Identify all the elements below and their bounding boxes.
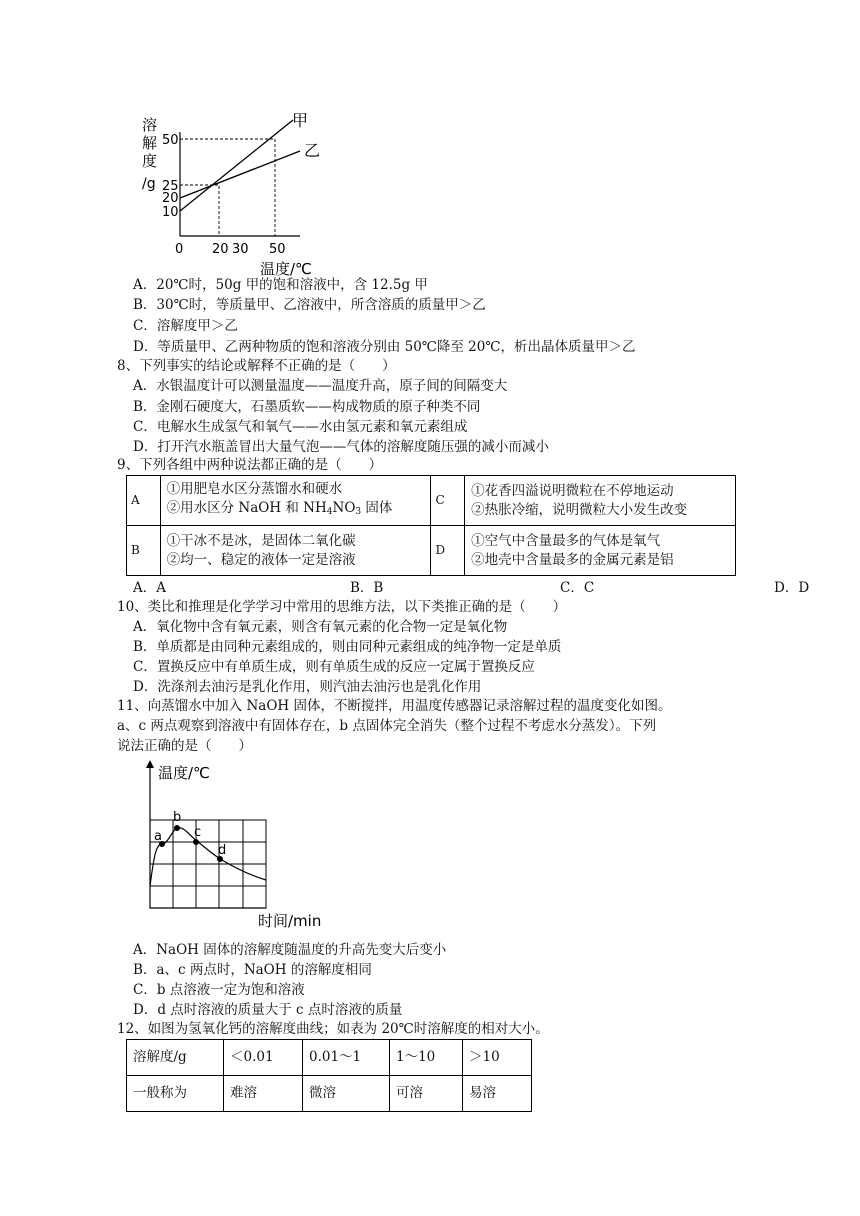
series-yi-label: 乙 — [304, 141, 321, 160]
q9-b-line2: ②均一、稳定的液体一定是溶液 — [166, 551, 356, 568]
point-a-label: a — [154, 829, 162, 844]
q8-option-d: D．打开汽水瓶盖冒出大量气泡——气体的溶解度随压强的减小而减小 — [133, 439, 549, 455]
q9-cell-text — [465, 526, 736, 576]
q9-a-line2-a: ②用水区分 NaOH 和 NH — [166, 499, 327, 516]
q12-table — [126, 1039, 532, 1112]
chart1-ytick-50: 50 — [162, 133, 179, 148]
q8-stem: 8、下列事实的结论或解释不正确的是（ ） — [117, 358, 396, 374]
chart1-xlabel: 温度/℃ — [260, 260, 312, 278]
q11-option-c: C．b 点溶液一定为饱和溶液 — [133, 982, 305, 998]
chart1-ylabel-4: /g — [142, 176, 156, 192]
q12-cell: 微溶 — [303, 1076, 390, 1112]
q11-option-b: B．a、c 两点时，NaOH 的溶解度相同 — [133, 962, 372, 978]
q11-option-a: A．NaOH 固体的溶解度随温度的升高先变大后变小 — [133, 942, 447, 958]
q8-option-a: A．水银温度计可以测量温度——温度升高，原子间的间隔变大 — [133, 378, 508, 394]
q9-b-line1: ①干冰不是冰，是固体二氧化碳 — [166, 532, 356, 549]
q7-option-c: C．溶解度甲＞乙 — [133, 318, 238, 334]
q9-stem: 9、下列各组中两种说法都正确的是（ ） — [117, 457, 383, 473]
q8-option-c: C．电解水生成氢气和氧气——水由氢元素和氧元素组成 — [133, 419, 468, 435]
q9-answer-c: C．C — [560, 580, 595, 596]
chart1-xtick-50: 50 — [269, 242, 286, 257]
point-b — [174, 825, 180, 831]
q8-option-b: B．金刚石硬度大，石墨质软——构成物质的原子种类不同 — [133, 399, 481, 415]
chart1-xtick-0: 0 — [175, 242, 184, 257]
q7-option-d: D．等质量甲、乙两种物质的饱和溶液分别由 50℃降至 20℃，析出晶体质量甲＞乙 — [133, 339, 636, 355]
chart2-grid — [150, 820, 266, 908]
chart1-xtick-30: 30 — [232, 242, 249, 257]
q9-cell-text — [465, 476, 736, 526]
q9-c-line2: ②热胀冷缩，说明微粒大小发生改变 — [471, 501, 688, 518]
chart1-ylabel-3: 度 — [142, 152, 158, 170]
q12-header-cell: ＞10 — [463, 1040, 532, 1076]
q9-cell-label: B — [127, 526, 161, 576]
q7-option-a: A．20℃时，50g 甲的饱和溶液中，含 12.5g 甲 — [133, 277, 428, 293]
q12-cell: 一般称为 — [127, 1076, 224, 1112]
chart1-ylabel-2: 解 — [142, 134, 158, 152]
q9-cell-label: C — [431, 476, 465, 526]
point-d-label: d — [218, 843, 227, 858]
q11-stem-line1: 11、向蒸馏水中加入 NaOH 固体，不断搅拌，用温度传感器记录溶解过程的温度变化如图。 — [117, 698, 672, 714]
q9-a-sub1: 4 — [326, 506, 333, 517]
q12-header-cell: 1～10 — [390, 1040, 463, 1076]
series-jia-label: 甲 — [292, 111, 309, 130]
q9-answer-b: B．B — [350, 580, 384, 596]
series-jia-line — [180, 120, 293, 211]
chart2-y-arrow — [146, 760, 154, 768]
q11-option-d: D．d 点时溶液的质量大于 c 点时溶液的质量 — [133, 1002, 403, 1018]
q9-cell-text — [160, 476, 431, 526]
q9-d-line2: ②地壳中含量最多的金属元素是铝 — [471, 551, 674, 568]
q9-answer-a: A．A — [133, 580, 166, 596]
q9-a-line2-c: 固体 — [361, 499, 393, 516]
q9-a-sub2: 3 — [355, 506, 362, 517]
q9-cell-label: D — [431, 526, 465, 576]
solubility-chart — [140, 108, 340, 278]
q12-header-cell: ＜0.01 — [224, 1040, 303, 1076]
q12-cell: 难溶 — [224, 1076, 303, 1112]
q10-option-d: D．洗涤剂去油污是乳化作用，则汽油去油污也是乳化作用 — [133, 679, 482, 695]
q10-option-a: A．氧化物中含有氧元素，则含有氧元素的化合物一定是氧化物 — [133, 619, 508, 635]
chart1-guide-25 — [180, 185, 219, 236]
q12-header-cell: 溶解度/g — [127, 1040, 224, 1076]
temperature-curve — [150, 828, 266, 886]
chart1-ylabel-1: 溶 — [142, 116, 158, 134]
q9-a-line1: ①用肥皂水区分蒸馏水和硬水 — [166, 480, 343, 497]
q9-answer-d: D．D — [774, 580, 810, 596]
series-yi-line — [180, 151, 300, 198]
q9-cell-text — [160, 526, 431, 576]
point-c-label: c — [194, 825, 202, 840]
q9-a-line2-b: NO — [332, 499, 356, 516]
chart1-ytick-10: 10 — [162, 205, 179, 220]
q11-stem-line2: a、c 两点观察到溶液中有固体存在，b 点固体完全消失（整个过程不考虑水分蒸发）。下列 — [117, 718, 657, 734]
q9-a-line2 — [167, 499, 425, 522]
chart2-xlabel: 时间/min — [258, 912, 322, 930]
chart1-xtick-20: 20 — [212, 242, 229, 257]
q10-option-c: C．置换反应中有单质生成，则有单质生成的反应一定属于置换反应 — [133, 659, 535, 675]
q12-cell: 易溶 — [463, 1076, 532, 1112]
chart1-ytick-20: 20 — [162, 191, 179, 206]
temperature-chart — [140, 758, 340, 933]
chart1-ytick-25: 25 — [162, 179, 179, 194]
q11-stem-line3: 说法正确的是（ ） — [117, 738, 252, 754]
chart2-ylabel: 温度/℃ — [158, 764, 210, 782]
q10-stem: 10、类比和推理是化学学习中常用的思维方法，以下类推正确的是（ ） — [117, 599, 567, 615]
q7-option-b: B．30℃时，等质量甲、乙溶液中，所含溶质的质量甲＞乙 — [133, 297, 486, 313]
q12-header-cell: 0.01～1 — [303, 1040, 390, 1076]
q9-table — [126, 475, 736, 576]
point-b-label: b — [173, 810, 182, 825]
q9-cell-label: A — [127, 476, 161, 526]
q9-d-line1: ①空气中含量最多的气体是氧气 — [471, 532, 661, 549]
q12-stem: 12、如图为氢氧化钙的溶解度曲线；如表为 20℃时溶解度的相对大小。 — [117, 1021, 549, 1037]
chart1-guide-50 — [180, 139, 275, 236]
q9-c-line1: ①花香四溢说明微粒在不停地运动 — [471, 482, 674, 499]
q12-cell: 可溶 — [390, 1076, 463, 1112]
q10-option-b: B．单质都是由同种元素组成的，则由同种元素组成的纯净物一定是单质 — [133, 639, 562, 655]
